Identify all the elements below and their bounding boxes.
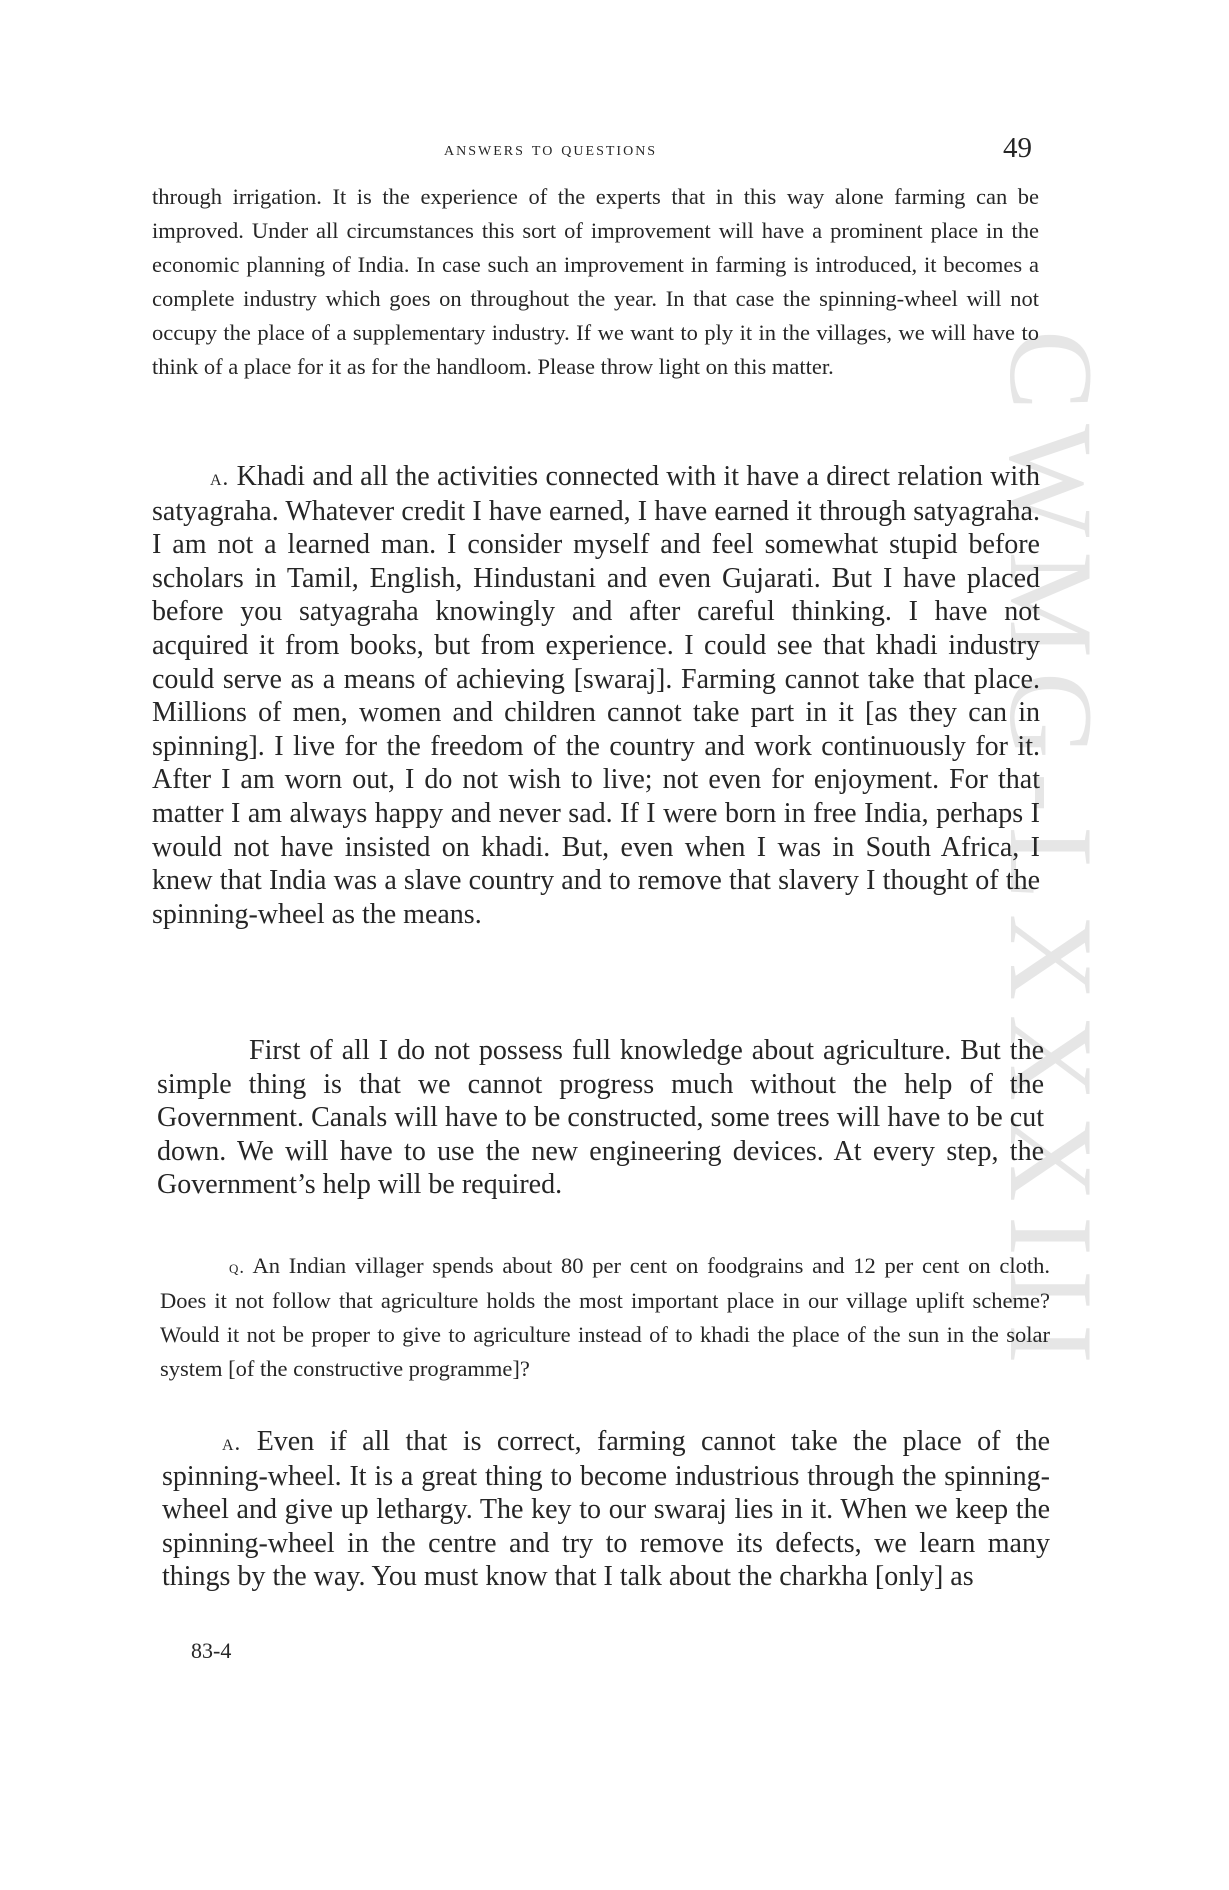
running-title: answers to questions xyxy=(444,138,658,160)
answer-1-continuation-text: First of all I do not possess full knowledge about agriculture. But the simple thing is that we cannot progress much without the help of the Government. Canals will have to be constructed, some trees will have to be cut down. We will have to use the new engineering devices. At every step, the Government’s help will be required. xyxy=(157,1035,1044,1201)
answer-2-paragraph xyxy=(162,1425,1050,1594)
answer-1-text: Khadi and all the activities connected with it have a direct relation with satyagraha. Whatever credit I have earned, I have earned it through satyagraha. I am not a learned man. I consider myself and feel somewhat stupid before scholars in Tamil, English, Hindustani and even Gujarati. But I have placed before you satyagraha knowingly and after careful thinking. I have not acquired it from books, but from experience. I could see that khadi industry could serve as a means of achieving [swaraj]. Farming cannot take that place. Millions of men, women and children cannot take part in it [as they can in spinning]. I live for the freedom of the country and work continuously for it. After I am worn out, I do not wish to live; not even for enjoyment. For that matter I am always happy and never sad. If I were born in free India, perhaps I would not have insisted on khadi. But, even when I was in South Africa, I knew that India was a slave country and to remove that slavery I thought of the spinning-wheel as the means. xyxy=(152,461,1040,930)
running-head xyxy=(0,132,1229,172)
question-2 xyxy=(160,1249,1050,1386)
answer-1 xyxy=(152,460,1040,931)
question-2-text: An Indian villager spends about 80 per cent on foodgrains and 12 per cent on cloth. Does it not follow that agriculture holds the most important place in our village uplift scheme? Would it not be proper to give to agriculture instead of to khadi the place of the sun in the solar system [of the constructive programme]? xyxy=(160,1253,1050,1381)
page-number: 49 xyxy=(1003,132,1032,164)
answer-1-paragraph xyxy=(152,460,1040,931)
watermark-text: CWMG-LXXXIII xyxy=(985,330,1118,1378)
answer-1-continuation xyxy=(157,1034,1044,1202)
signature-mark: 83-4 xyxy=(191,1638,232,1663)
answer-2 xyxy=(162,1425,1050,1594)
question-2-label: q. xyxy=(229,1257,245,1277)
question-continuation-text: through irrigation. It is the experience of the experts that in this way alone farming can be improved. Under all circumstances this sort of improvement will have a prominent place in the economic planning of India. In case such an improvement in farming is introduced, it becomes a complete industry which goes on throughout the year. In that case the spinning-wheel will not occupy the place of a supplementary industry. If we want to ply it in the villages, we will have to think of a place for it as for the handloom. Please throw light on this matter. xyxy=(152,184,1039,379)
answer-2-text: Even if all that is correct, farming cannot take the place of the spinning-wheel. It is a great thing to become industrious through the spinning-wheel and give up lethargy. The key to our swaraj lies in it. When we keep the spinning-wheel in the centre and try to remove its defects, we learn many things by the way. You must know that I talk about the charkha [only] as xyxy=(162,1426,1051,1593)
question-2-paragraph xyxy=(160,1249,1050,1386)
question-continuation xyxy=(152,180,1039,384)
answer-1-label: a. xyxy=(210,465,230,490)
answer-2-label: a. xyxy=(222,1430,242,1455)
